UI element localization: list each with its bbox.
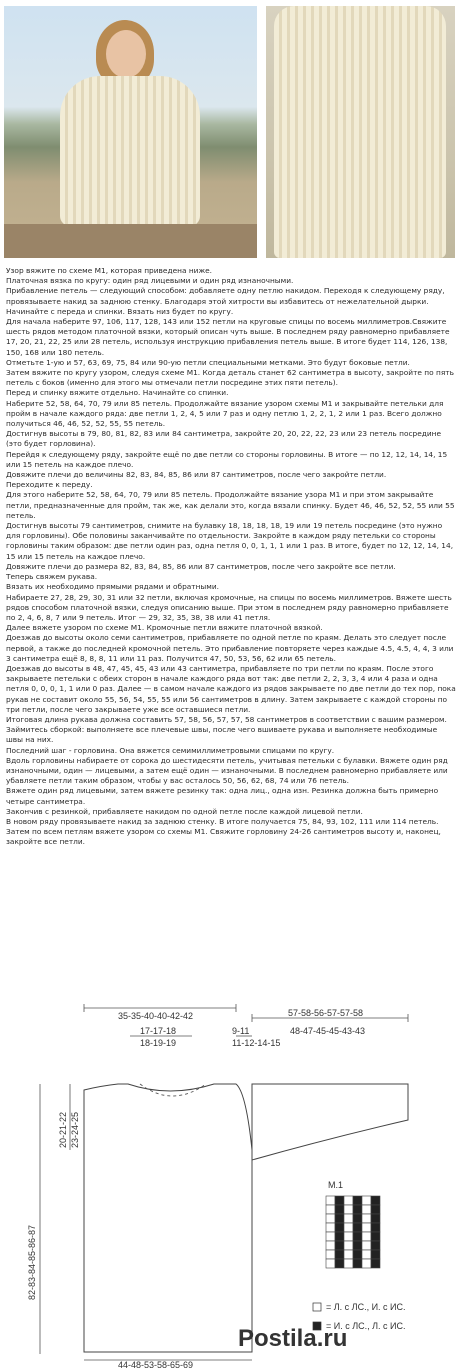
chart-cell: [326, 1223, 335, 1232]
chart-cell: [335, 1241, 344, 1250]
dim-neck-a: 17-17-18: [140, 1026, 177, 1036]
instruction-paragraph: Теперь свяжем рукава.: [6, 572, 98, 582]
chart-cell: [344, 1232, 353, 1241]
sweater-shape: [60, 76, 200, 226]
dim-height: 82-83-84-85-86-87: [27, 1224, 37, 1300]
chart-cell: [353, 1241, 362, 1250]
dim-bottom: 44-48-53-58-65-69: [118, 1360, 194, 1369]
chart-cell: [371, 1196, 380, 1205]
chart-cell: [344, 1259, 353, 1268]
bench-shape: [4, 224, 257, 258]
chart-cell: [371, 1241, 380, 1250]
chart-cell: [344, 1205, 353, 1214]
chart-cell: [371, 1205, 380, 1214]
chart-cell: [362, 1250, 371, 1259]
chart-cell: [353, 1205, 362, 1214]
chart-cell: [335, 1196, 344, 1205]
legend-1: = Л. с ЛС., И. с ИС.: [326, 1302, 406, 1312]
chart-cell: [344, 1250, 353, 1259]
chart-cell: [362, 1259, 371, 1268]
chart-cell: [362, 1214, 371, 1223]
dim-top-right: 57-58-56-57-57-58: [288, 1008, 364, 1018]
instruction-paragraph: Перед и спинку вяжите отдельно. Начинайте со спинки.: [6, 388, 229, 398]
chart-cell: [353, 1214, 362, 1223]
dim-armhole-b: 23-24-25: [70, 1111, 80, 1148]
chart-cell: [326, 1232, 335, 1241]
chart-cell: [362, 1241, 371, 1250]
chart-cell: [362, 1232, 371, 1241]
chart-cell: [353, 1232, 362, 1241]
sweater-detail-shape: [274, 6, 446, 258]
chart-cell: [353, 1223, 362, 1232]
chart-cell: [326, 1241, 335, 1250]
dim-armhole: 20-21-22: [58, 1111, 68, 1148]
instruction-paragraph: Начинайте с переда и спинки. Вязать низ будет по кругу.: [6, 306, 234, 316]
chart-cell: [353, 1250, 362, 1259]
instruction-paragraph: Закончив с резинкой, прибавляете накидом по одной петле после каждой лицевой петли.: [6, 806, 363, 816]
chart-cell: [326, 1259, 335, 1268]
photo-strip: [0, 0, 460, 262]
instruction-paragraph: Вязать их необходимо прямыми рядами и обратными.: [6, 582, 219, 592]
chart-cell: [326, 1250, 335, 1259]
instruction-paragraph: Довяжите плечи до размера 82, 83, 84, 85, 86 или 87 сантиметров, после чего закройте все петли.: [6, 561, 396, 571]
chart-cell: [335, 1223, 344, 1232]
body-outline: [84, 1084, 252, 1352]
sleeve-outline: [252, 1084, 408, 1160]
knitting-schema: [0, 1000, 460, 1369]
instruction-paragraph: В новом ряду провязываете накид за заднюю стенку. В итоге получается 75, 84, 93, 102, 111 или 114 петель.: [6, 816, 439, 826]
instruction-paragraph: Отметьте 1-ую и 57, 63, 69, 75, 84 или 90-ую петли специальными метками. Это будут боковые петли.: [6, 357, 410, 367]
face-shape: [106, 30, 146, 78]
chart-cell: [371, 1259, 380, 1268]
chart-title: M.1: [328, 1180, 344, 1190]
chart-m1-grid: [326, 1196, 380, 1268]
instruction-paragraph: Доезжав до высоты около семи сантиметров, прибавляете по одной петле по краям. Делать это следует после первой, а также до последней кромочной петель. Это прибавление повторяете через каждые 4.5, 4.5, 4, 4, 3 или 3 сантиметра ещё 8, 8, 8, 11 или 11 раз. Получится 47, 50, 53, 56, 62 или 65 петель.: [6, 633, 454, 663]
instruction-paragraph: Узор вяжите по схеме М1, которая приведена ниже.: [6, 266, 213, 275]
instruction-paragraph: Итоговая длина рукава должна составить 57, 58, 56, 57, 57, 58 сантиметров в соответствии с вашим размером.: [6, 714, 447, 724]
instruction-paragraph: Довяжите плечи до величины 82, 83, 84, 85, 86 или 87 сантиметров, после чего закройте петли.: [6, 470, 387, 480]
instruction-paragraph: Прибавление петель — следующий способом: добавляете одну петлю накидом. Переходя к следующему ряду, провязываете накид за заднюю стенку. Благодаря этой хитрости вы избавитесь от нежелательной дырки.: [6, 286, 445, 306]
instruction-paragraph: Перейдя к следующему ряду, закройте ещё по две петли со стороны горловины. В итоге — по 12, 12, 14, 14, 15 или 15 петель на каждое плечо.: [6, 449, 448, 469]
instruction-paragraph: Достигнув высоты 79 сантиметров, снимите на булавку 18, 18, 18, 18, 19 или 19 петель посредине (это нужно для горловины). Обе половины заканчивайте по отдельности. Закройте в каждом ряду петельки со стороны горловины таким образом: две петли один раз, одна петля 0, 0, 1, 1, 1 или 1 раз. В итоге, будет по 12, 12, 14, 14, 15 или 15 петель на каждое плечо.: [6, 521, 454, 561]
chart-cell: [362, 1205, 371, 1214]
chart-cell: [353, 1259, 362, 1268]
instruction-paragraph: Вдоль горловины набираете от сорока до шестидесяти петель, учитывая петельки с булавки. Вяжете один ряд изнаночными, один — лицевыми, а затем ещё один — изнаночными. В последнем равномерно прибавляете или убавляете петли таким образом, чтобы у вас осталось 50, 56, 62, 68, 74 или 76 петель.: [6, 755, 448, 786]
chart-cell: [335, 1214, 344, 1223]
chart-cell: [335, 1250, 344, 1259]
instruction-paragraph: Для начала наберите 97, 106, 117, 128, 143 или 152 петли на круговые спицы по восемь миллиметров.Свяжите шесть рядов методом платочной вязки, который описан чуть выше. В последнем ряду равномерно прибавляете 17, 20, 21, 22, 25 или 28 петель, используя инструкцию прибавления петель выше. В итоге будет 114, 126, 138, 150, 168 или 180 петель.: [6, 317, 450, 357]
dim-sleeve-top-b: 11-12-14-15: [232, 1038, 281, 1048]
instructions-text: [6, 266, 456, 848]
watermark-text: Postila.ru: [238, 1325, 348, 1352]
instruction-paragraph: Наберите 52, 58, 64, 70, 79 или 85 петель. Продолжайте вязание узором схемы М1 и закрывайте петельки для пройм в начале каждого ряда: две петли 1, 2, 4, 5 или 7 раз и одну петлю 1, 2, 2, 1, 2 или 1 раз. Всего должно получиться 46, 46, 52, 52, 55, 55 петель.: [6, 398, 444, 429]
instruction-paragraph: Последний шаг - горловина. Она вяжется семимиллиметровыми спицами по кругу.: [6, 745, 335, 755]
chart-cell: [344, 1223, 353, 1232]
chart-cell: [371, 1214, 380, 1223]
instruction-paragraph: Для этого наберите 52, 58, 64, 70, 79 или 85 петель. Продолжайте вязание узора М1 и при этом закрывайте петли, предназначенные для пройм, так же, как делали это, когда вязали спинку. Будет 46, 46, 52, 52, 55 или 55 петель.: [6, 490, 455, 520]
chart-cell: [326, 1196, 335, 1205]
instruction-paragraph: Платочная вязка по кругу: один ряд лицевыми и один ряд изнаночными.: [6, 276, 294, 286]
chart-cell: [371, 1250, 380, 1259]
chart-cell: [335, 1232, 344, 1241]
photo-woman-in-sweater: [4, 6, 257, 258]
instruction-paragraph: Займитесь сборкой: выполняете все плечевые швы, после чего вшиваете рукава и выполняете необходимые швы на них.: [6, 725, 438, 745]
instruction-paragraph: Затем вяжите по кругу узором, следуя схеме М1. Когда деталь станет 62 сантиметра в высоту, закройте по пять петель с боков (именно для этого мы отмечали петли посредине этих пяти петель).: [6, 368, 454, 388]
instruction-paragraph: Набираете 27, 28, 29, 30, 31 или 32 петли, включая кромочные, на спицы по восемь миллиметров. Вяжете шесть рядов способом платочной вязки, следуя описанию выше. При этом в последнем ряду равномерно прибавляете по 2, 4, 6, 8, 7 или 9 петель. Итог — 29, 32, 35, 38, 38 или 41 петля.: [6, 592, 452, 622]
chart-cell: [326, 1214, 335, 1223]
photo-sweater-detail: [266, 6, 455, 258]
chart-cell: [362, 1223, 371, 1232]
legend-2: = И. с ЛС., Л. с ИС.: [326, 1321, 406, 1331]
instruction-paragraph: Далее вяжете узором по схеме М1. Кромочные петли вяжите платочной вязкой.: [6, 623, 323, 633]
dim-neck-b: 18-19-19: [140, 1038, 177, 1048]
chart-cell: [371, 1223, 380, 1232]
chart-cell: [335, 1205, 344, 1214]
chart-cell: [335, 1259, 344, 1268]
instruction-paragraph: Затем по всем петлям вяжете узором со схемы М1. Свяжите горловину 24-26 сантиметров высоту и, наконец, закройте все петли.: [6, 827, 441, 847]
dim-top-left: 35-35-40-40-42-42: [118, 1011, 194, 1021]
instruction-paragraph: Доезжав до высоты в 48, 47, 45, 45, 43 или 43 сантиметра, прибавляете по три петли по краям. После этого закрываете петельки с обеих сторон в начале каждого ряда вот так: две петли 2, 2, 3, 3, 4 или 4 раза и одна петля 0, 0, 0, 1, 1 или 0 раз. Далее — в самом начале каждого из рядов закрываете по две петли до тех пор, пока рукав не составит около 55, 56, 54, 55, 55 или 56 сантиметров в длину. Затем закрываете с каждой стороны по три петли, после чего закрываете уже все оставшиеся петли.: [6, 663, 456, 714]
chart-cell: [326, 1205, 335, 1214]
chart-cell: [344, 1241, 353, 1250]
dim-sleeve-top: 48-47-45-45-43-43: [290, 1026, 366, 1036]
chart-cell: [362, 1196, 371, 1205]
instruction-paragraph: Переходите к переду.: [6, 480, 93, 490]
chart-cell: [344, 1196, 353, 1205]
instruction-paragraph: Вяжете один ряд лицевыми, затем вяжете резинку так: одна лиц., одна изн. Резинка должна быть примерно четыре сантиметра.: [6, 786, 439, 806]
chart-cell: [371, 1232, 380, 1241]
chart-cell: [344, 1214, 353, 1223]
dim-shoulder: 9-11: [232, 1026, 250, 1036]
chart-cell: [353, 1196, 362, 1205]
instruction-paragraph: Достигнув высоты в 79, 80, 81, 82, 83 или 84 сантиметра, закройте 20, 20, 22, 22, 23 или 23 петель посредине (это будет горловина).: [6, 429, 442, 449]
